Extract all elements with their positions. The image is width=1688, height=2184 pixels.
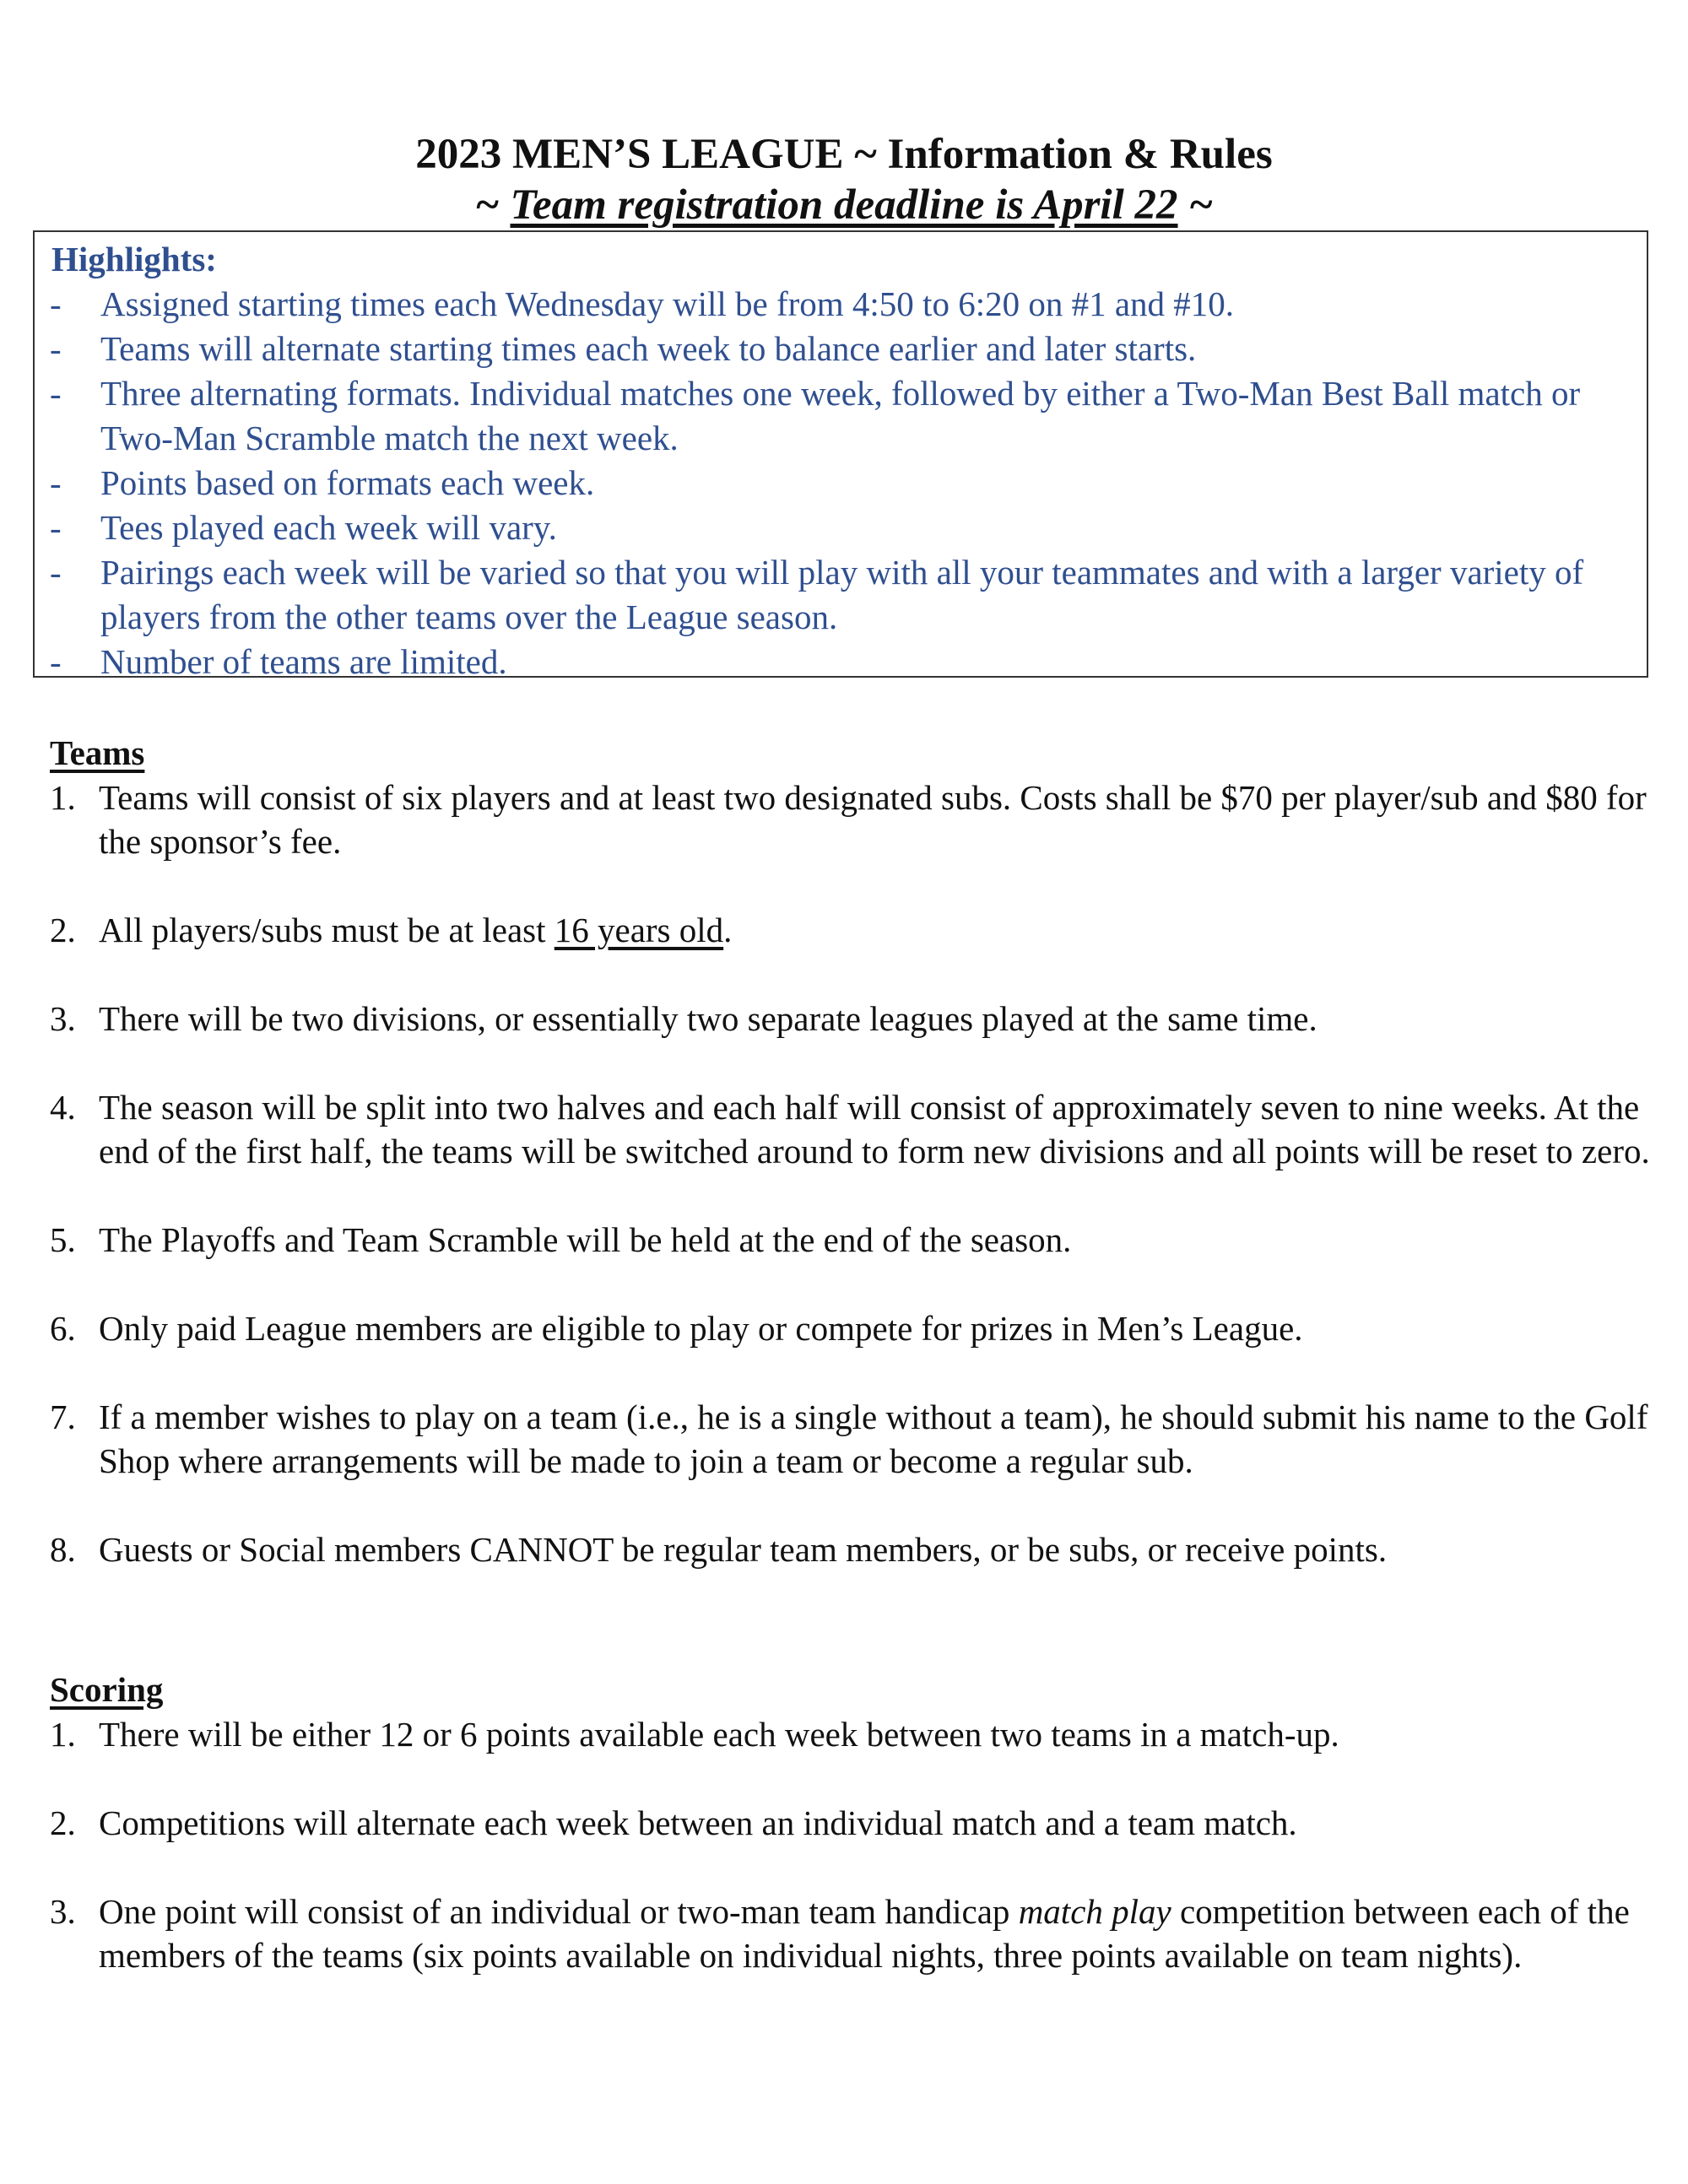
scoring-rule-2	[0, 1801, 1654, 1845]
rule-text: The season will be split into two halves and each half will consist of approximately seven to nine weeks. At the end of the first half, the teams will be switched around to form new divisions and all points will be reset to zero.	[99, 1088, 1650, 1170]
highlight-text: Assigned starting times each Wednesday will be from 4:50 to 6:20 on #1 and #10.	[100, 284, 1235, 323]
dash-bullet: -	[50, 329, 62, 368]
dash-bullet: -	[50, 284, 62, 323]
highlight-item	[35, 461, 1621, 505]
rule-number: 5.	[50, 1220, 76, 1259]
rule-number: 8.	[50, 1530, 76, 1569]
registration-deadline	[0, 179, 1688, 231]
teams-rule-8	[0, 1527, 1654, 1571]
rule-text: If a member wishes to play on a team (i.e., he is a single without a team), he should submit his name to the Golf Shop where arrangements will be made to join a team or become a regular sub.	[99, 1397, 1648, 1480]
rule-text: Competitions will alternate each week between an individual match and a team match.	[99, 1803, 1297, 1842]
match-play-term: match play	[1018, 1892, 1171, 1931]
scoring-list	[0, 1712, 1654, 1977]
scoring-rule-1	[0, 1712, 1654, 1756]
scoring-heading: Scoring	[50, 1670, 164, 1709]
highlights-list	[35, 282, 1621, 684]
rule-number: 6.	[50, 1309, 76, 1348]
scoring-rule-3	[0, 1889, 1654, 1977]
rule-text: There will be either 12 or 6 points available each week between two teams in a match-up.	[99, 1715, 1339, 1754]
dash-bullet: -	[50, 374, 62, 413]
rule-number: 3.	[50, 1892, 76, 1931]
highlight-item	[35, 327, 1621, 371]
highlight-text: Tees played each week will vary.	[100, 508, 557, 547]
highlight-item	[35, 371, 1621, 461]
highlights-title: Highlights:	[51, 240, 217, 278]
dash-bullet: -	[50, 553, 62, 592]
rule-text: Only paid League members are eligible to play or compete for prizes in Men’s League.	[99, 1309, 1303, 1348]
rule-number: 3.	[50, 999, 76, 1038]
highlight-text: Pairings each week will be varied so that you will play with all your teammates and with a larger variety of players from the other teams over the League season.	[100, 553, 1584, 636]
rule-text-pre: One point will consist of an individual or two-man team handicap	[99, 1892, 1019, 1931]
rule-text: There will be two divisions, or essentially two separate leagues played at the same time.	[99, 999, 1317, 1038]
dash-bullet: -	[50, 508, 62, 547]
rule-text-pre: All players/subs must be at least	[99, 911, 555, 949]
rule-number: 4.	[50, 1088, 76, 1127]
rule-number: 1.	[50, 1715, 76, 1754]
teams-rule-7	[0, 1395, 1654, 1483]
teams-rule-5	[0, 1218, 1654, 1262]
dash-bullet: -	[50, 463, 62, 502]
rule-number: 2.	[50, 1803, 76, 1842]
highlights-box	[33, 230, 1648, 681]
rule-text: The Playoffs and Team Scramble will be held at the end of the season.	[99, 1220, 1072, 1259]
teams-rule-6	[0, 1306, 1654, 1350]
deadline-prefix: ~	[474, 181, 511, 229]
highlight-text: Three alternating formats. Individual matches one week, followed by either a Two-Man Best Ball match or Two-Man Scramble match the next week.	[100, 374, 1581, 457]
rule-number: 1.	[50, 778, 76, 817]
deadline-text: Team registration deadline is April 22	[510, 181, 1178, 229]
highlight-item	[35, 505, 1621, 550]
rule-number: 2.	[50, 911, 76, 949]
rule-text: Guests or Social members CANNOT be regular team members, or be subs, or receive points.	[99, 1530, 1388, 1569]
rule-text-post: competition between each of the members of the teams (six points available on individual nights, three points available on team nights).	[99, 1892, 1630, 1975]
deadline-suffix: ~	[1177, 181, 1214, 229]
highlight-text: Points based on formats each week.	[100, 463, 595, 502]
rule-text: Teams will consist of six players and at least two designated subs. Costs shall be $70 per player/sub and $80 for the sponsor’s fee.	[99, 778, 1647, 861]
highlight-item	[35, 640, 1621, 684]
dash-bullet: -	[50, 642, 62, 681]
teams-list	[0, 776, 1654, 1571]
rule-number: 7.	[50, 1397, 76, 1436]
highlight-text: Teams will alternate starting times each week to balance earlier and later starts.	[100, 329, 1197, 368]
rule-text-post: .	[723, 911, 733, 949]
highlight-item	[35, 282, 1621, 327]
teams-heading: Teams	[50, 733, 145, 772]
minimum-age: 16 years old	[554, 911, 724, 949]
highlight-text: Number of teams are limited.	[100, 642, 507, 681]
teams-rule-4	[0, 1085, 1654, 1173]
document-title: 2023 MEN’S LEAGUE ~ Information & Rules	[415, 131, 1273, 178]
teams-rule-3	[0, 997, 1654, 1041]
highlight-item	[35, 550, 1621, 640]
teams-rule-1	[0, 776, 1654, 863]
teams-rule-2	[0, 908, 1654, 952]
